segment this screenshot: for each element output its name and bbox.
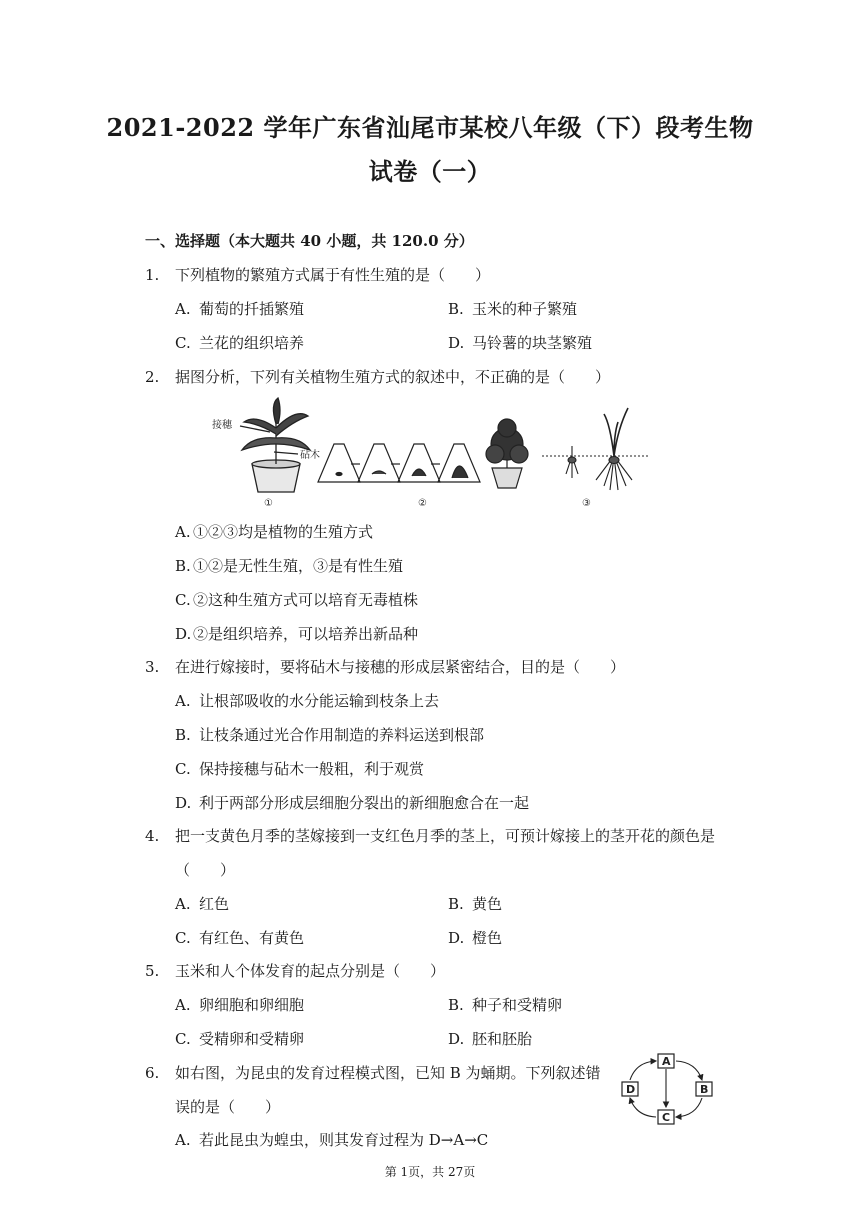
option-5a: A. 卵细胞和卵细胞 bbox=[175, 996, 305, 1014]
seed-germination-illustration bbox=[542, 408, 648, 490]
option-4b: B. 黄色 bbox=[448, 895, 503, 913]
grafting-illustration bbox=[240, 398, 310, 492]
option-2a: A. ①②③均是植物的生殖方式 bbox=[175, 523, 374, 541]
question-1 bbox=[145, 264, 490, 285]
option-6a: A. 若此昆虫为蝗虫，则其发育过程为 D→A→C bbox=[175, 1131, 489, 1149]
question-stem: 据图分析，下列有关植物生殖方式的叙述中，不正确的是（ ） bbox=[175, 368, 611, 386]
node-b: B bbox=[700, 1083, 709, 1096]
option-3a: A. 让根部吸收的水分能运输到枝条上去 bbox=[175, 692, 440, 710]
question-number: 2. bbox=[145, 368, 160, 386]
question-3 bbox=[145, 656, 625, 677]
plant-reproduction-figure bbox=[212, 394, 652, 512]
label-circle-3: ③ bbox=[582, 498, 591, 509]
option-5d: D. 胚和胚胎 bbox=[448, 1030, 533, 1048]
node-a: A bbox=[662, 1055, 671, 1068]
question-number: 3. bbox=[145, 658, 160, 676]
question-number: 1. bbox=[145, 266, 160, 284]
option-5b: B. 种子和受精卵 bbox=[448, 996, 563, 1014]
node-c: C bbox=[662, 1111, 671, 1124]
option-4d: D. 橙色 bbox=[448, 929, 503, 947]
question-stem: 在进行嫁接时，要将砧木与接穗的形成层紧密结合，目的是（ ） bbox=[175, 658, 626, 676]
option-4c: C. 有红色、有黄色 bbox=[175, 929, 305, 947]
tissue-culture-illustration bbox=[318, 419, 528, 488]
question-number: 5. bbox=[145, 962, 160, 980]
option-3d: D. 利于两部分形成层细胞分裂出的新细胞愈合在一起 bbox=[175, 794, 530, 812]
question-2 bbox=[145, 366, 610, 387]
question-stem: 把一支黄色月季的茎嫁接到一支红色月季的茎上，可预计嫁接上的茎开花的颜色是 bbox=[175, 827, 716, 845]
option-3c: C. 保持接穗与砧木一般粗，利于观赏 bbox=[175, 760, 425, 778]
node-d: D bbox=[626, 1083, 636, 1096]
label-circle-2: ② bbox=[418, 498, 427, 509]
question-6-stem-continued: 误的是（ ） bbox=[175, 1098, 281, 1116]
option-1d: D. 马铃薯的块茎繁殖 bbox=[448, 334, 593, 352]
option-1c: C. 兰花的组织培养 bbox=[175, 334, 305, 352]
option-3b: B. 让枝条通过光合作用制造的养料运送到根部 bbox=[175, 726, 485, 744]
question-stem: 如右图，为昆虫的发育过程模式图，已知 B 为蛹期。下列叙述错 bbox=[175, 1064, 601, 1082]
label-scion: 接穗 bbox=[212, 420, 232, 431]
option-2d: D. ②是组织培养，可以培养出新品种 bbox=[175, 625, 419, 643]
question-stem: 下列植物的繁殖方式属于有性生殖的是（ ） bbox=[175, 266, 491, 284]
option-1b: B. 玉米的种子繁殖 bbox=[448, 300, 578, 318]
option-4a: A. 红色 bbox=[175, 895, 230, 913]
question-stem: 玉米和人个体发育的起点分别是（ ） bbox=[175, 962, 446, 980]
option-2c: C. ②这种生殖方式可以培育无毒植株 bbox=[175, 591, 419, 609]
document-title-line1: 2021-2022 学年广东省汕尾市某校八年级（下）段考生物 bbox=[106, 113, 754, 142]
question-5 bbox=[145, 960, 445, 981]
option-2b: B. ①②是无性生殖，③是有性生殖 bbox=[175, 557, 404, 575]
section-heading: 一、选择题（本大题共 40 小题，共 120.0 分） bbox=[145, 232, 474, 250]
option-5c: C. 受精卵和受精卵 bbox=[175, 1030, 305, 1048]
question-4-stem-continued: （ ） bbox=[175, 861, 236, 879]
question-6 bbox=[145, 1062, 601, 1083]
document-title-line2: 试卷（一） bbox=[368, 157, 492, 186]
option-1a: A. 葡萄的扦插繁殖 bbox=[175, 300, 305, 318]
page-footer: 第 1页，共 27页 bbox=[384, 1165, 476, 1179]
insect-development-diagram bbox=[618, 1050, 718, 1130]
label-stock: 砧木 bbox=[300, 450, 320, 461]
question-4 bbox=[145, 825, 715, 846]
question-number: 6. bbox=[145, 1064, 160, 1082]
question-number: 4. bbox=[145, 827, 160, 845]
label-circle-1: ① bbox=[264, 498, 273, 509]
